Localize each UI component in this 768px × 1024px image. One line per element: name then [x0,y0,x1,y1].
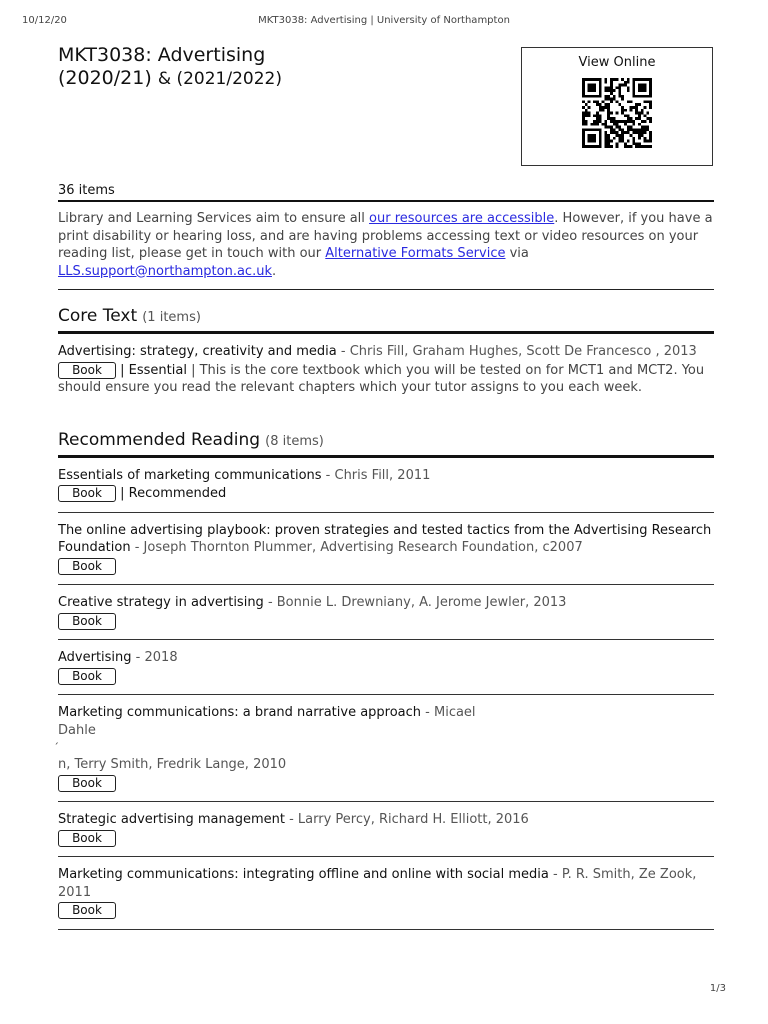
list-item [58,513,714,586]
item-title[interactable]: Strategic advertising management [58,812,285,827]
item-meta: - Micael [421,705,476,720]
list-item [58,458,714,513]
stray-accent-mark [58,739,714,756]
item-title[interactable]: The online advertising playbook: proven strategies and tested tactics from the Advertising Research Foundation [58,522,712,555]
book-type-button[interactable]: Book [58,668,116,685]
alternative-formats-link[interactable]: Alternative Formats Service [325,246,506,261]
list-item [58,802,714,857]
section-title: Recommended Reading [58,429,261,450]
item-title[interactable]: Marketing communications: integrating offline and online with social media [58,867,549,882]
item-meta-continued: Dahle [58,722,96,738]
item-meta: - Larry Percy, Richard H. Elliott, 2016 [284,812,529,827]
item-title[interactable]: Creative strategy in advertising [58,595,264,610]
notice-text-3: via [505,246,529,261]
book-type-button[interactable]: Book [58,775,116,792]
notice-text-4: . [271,263,277,279]
accessibility-notice [58,202,714,290]
book-type-button[interactable]: Book [58,485,116,502]
items-count: 36 items [58,178,714,202]
list-item [58,640,714,695]
page-number: 1/3 [709,983,726,994]
item-title[interactable]: Advertising [58,650,132,665]
view-online-box[interactable] [521,47,713,166]
list-item [58,695,714,802]
recommended-section-header [58,430,714,458]
view-online-label: View Online [578,55,656,70]
item-meta: - Joseph Thornton Plummer, Advertising Research Foundation, c2007 [130,540,583,555]
print-page-title: MKT3038: Advertising | University of Northampton [258,15,510,26]
item-note: | This is the core textbook which you will be tested on for MCT1 and MCT2. You should ensure you read the relevant chapters which your tutor assigns to you each week. [58,362,705,395]
section-count: (1 items) [142,310,201,325]
item-meta: - Bonnie L. Drewniany, A. Jerome Jewler, 2013 [263,595,567,610]
book-type-button[interactable]: Book [58,362,116,379]
notice-text-2: . However, if you have a print disability or hearing loss, and are having problems accessing text or video resources on your reading list, please get in touch with our [58,211,713,261]
list-item [58,585,714,640]
notice-text-1: Library and Learning Services aim to ensure all [58,211,370,226]
book-type-button[interactable]: Book [58,830,116,847]
page-title-line2: (2020/21) [58,67,152,89]
item-meta: - 2018 [131,650,178,665]
book-type-button[interactable]: Book [58,902,116,919]
item-meta: - Chris Fill, Graham Hughes, Scott De Francesco , 2013 [336,344,697,359]
list-item [58,857,714,930]
item-title[interactable]: Marketing communications: a brand narrative approach [58,705,422,720]
page-title-line1: MKT3038: Advertising [58,44,266,66]
item-title[interactable]: Advertising: strategy, creativity and media [58,344,337,359]
book-type-button[interactable]: Book [58,558,116,575]
item-title[interactable]: Essentials of marketing communications [58,467,322,483]
reading-list [58,178,714,930]
print-date: 10/12/20 [22,15,67,26]
print-header [0,15,768,29]
core-text-section-header [58,306,714,334]
support-email-link[interactable]: LLS.support@northampton.ac.uk [58,263,272,279]
importance-label: | Essential [116,362,187,378]
page-title [58,44,498,91]
page-title-suffix: & (2021/2022) [157,69,282,89]
section-count: (8 items) [265,433,324,449]
item-meta: - P. R. Smith, Ze Zook, 2011 [58,867,697,900]
list-item [58,334,714,397]
qr-code-icon [579,78,655,148]
section-title: Core Text [58,306,138,326]
book-type-button[interactable]: Book [58,613,116,630]
item-meta: - Chris Fill, 2011 [321,467,431,483]
importance-label: | Recommended [116,486,227,501]
accessible-resources-link[interactable]: our resources are accessible [369,211,555,226]
item-meta-continued: n, Terry Smith, Fredrik Lange, 2010 [58,757,287,772]
